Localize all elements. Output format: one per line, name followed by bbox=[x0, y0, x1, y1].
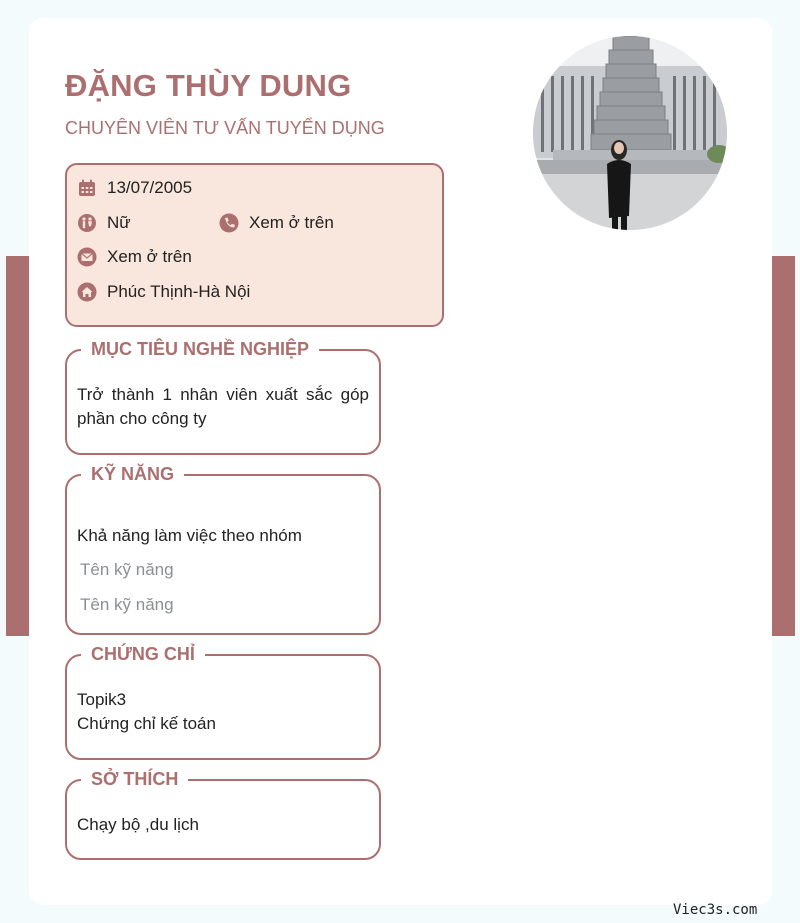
phone-icon bbox=[219, 213, 239, 233]
home-icon bbox=[77, 282, 97, 302]
skills-section bbox=[65, 464, 381, 635]
certificates-title: CHỨNG CHỈ bbox=[81, 642, 205, 666]
gender-text: Nữ bbox=[107, 213, 131, 232]
certificates-section bbox=[65, 644, 381, 760]
contact-info-box bbox=[65, 163, 444, 327]
email-text: Xem ở trên bbox=[107, 247, 192, 266]
profile-photo bbox=[533, 36, 727, 230]
objective-text: Trở thành 1 nhân viên xuất sắc góp phần cho công ty bbox=[77, 385, 369, 428]
birthdate-text: 13/07/2005 bbox=[107, 178, 193, 197]
skills-title: KỸ NĂNG bbox=[81, 462, 184, 486]
objective-title: MỤC TIÊU NGHỀ NGHIỆP bbox=[81, 337, 319, 361]
certificate-item: Chứng chỉ kế toán bbox=[77, 714, 216, 733]
certificate-item: Topik3 bbox=[77, 690, 127, 709]
address-row bbox=[77, 280, 250, 304]
skill-item: Khả năng làm việc theo nhóm bbox=[77, 526, 302, 545]
candidate-name: ĐẶNG THÙY DUNG bbox=[65, 68, 352, 103]
email-icon bbox=[77, 247, 97, 267]
hobbies-title: SỞ THÍCH bbox=[81, 767, 188, 791]
address-text: Phúc Thịnh-Hà Nội bbox=[107, 282, 251, 301]
hobbies-text: Chạy bộ ,du lịch bbox=[77, 815, 199, 834]
skill-item-placeholder: Tên kỹ năng bbox=[80, 560, 174, 579]
email-row bbox=[77, 245, 192, 269]
birthdate-row bbox=[77, 176, 192, 200]
objective-section bbox=[65, 339, 381, 455]
site-watermark: Viec3s.com bbox=[673, 902, 758, 918]
skill-item-placeholder: Tên kỹ năng bbox=[80, 595, 174, 614]
left-accent-band bbox=[6, 256, 29, 636]
phone-row bbox=[219, 211, 334, 235]
job-title: CHUYÊN VIÊN TƯ VẤN TUYỂN DỤNG bbox=[65, 118, 385, 138]
hobbies-section bbox=[65, 769, 381, 860]
right-accent-band bbox=[772, 256, 795, 636]
calendar-icon bbox=[77, 178, 97, 198]
phone-text: Xem ở trên bbox=[249, 213, 334, 232]
gender-icon bbox=[77, 213, 97, 233]
gender-row bbox=[77, 211, 131, 235]
